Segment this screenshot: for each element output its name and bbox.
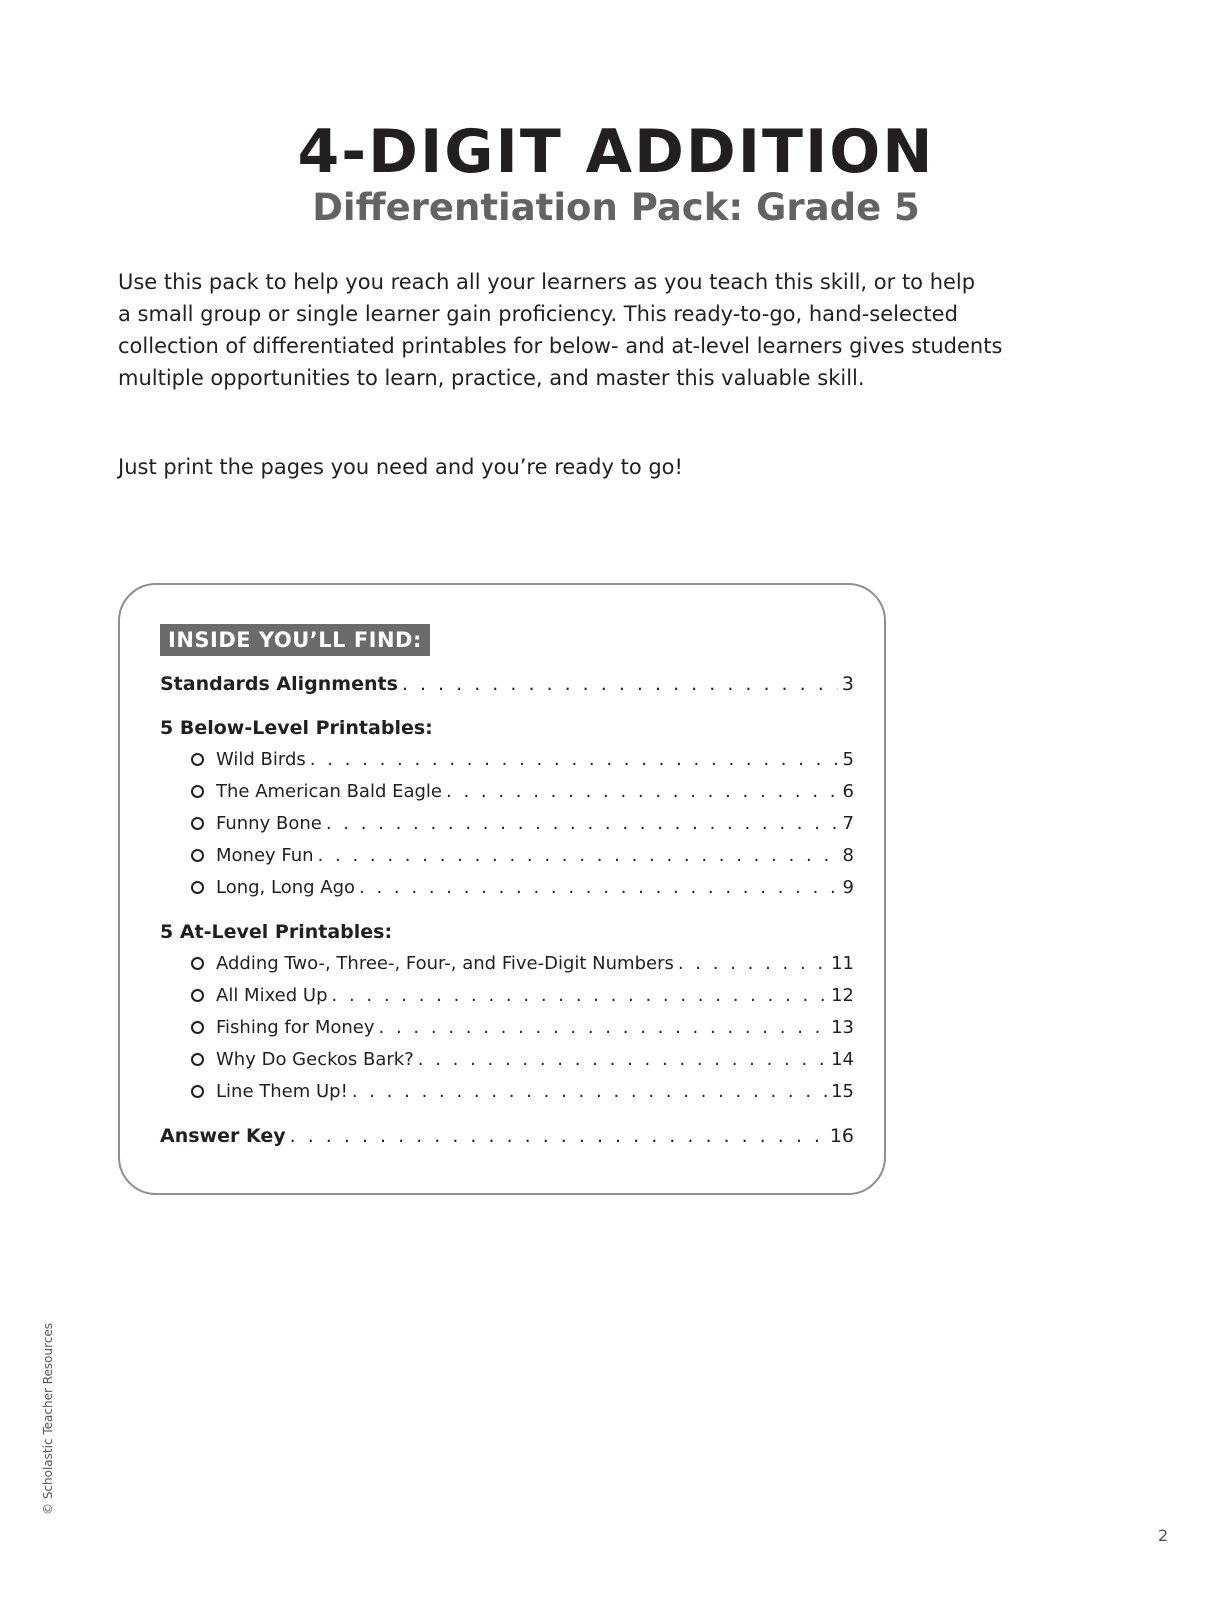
intro-line: a small group or single learner gain proficiency. This ready-to-go, hand-selected — [118, 302, 958, 326]
circle-bullet-icon — [191, 753, 204, 766]
toc-entry — [216, 809, 854, 839]
toc-entry-label: Adding Two-, Three-, Four-, and Five-Digit Numbers — [216, 953, 674, 974]
toc-entry-standards — [160, 669, 854, 699]
toc-entry-label: Wild Birds — [216, 749, 306, 770]
toc-entry — [216, 1077, 854, 1107]
copyright-notice: © Scholastic Teacher Resources — [41, 1322, 55, 1515]
dot-leader — [352, 1077, 827, 1107]
toc-entry — [216, 777, 854, 807]
toc-entry-page: 8 — [842, 845, 854, 866]
dot-leader — [332, 981, 828, 1011]
dot-leader — [359, 873, 839, 903]
toc-entry — [216, 841, 854, 871]
ready-to-go-text: Just print the pages you need and you’re ready to go! — [118, 455, 683, 479]
contents-heading: INSIDE YOU’LL FIND: — [160, 624, 430, 656]
toc-entry-label: Money Fun — [216, 845, 314, 866]
toc-entry-label: Answer Key — [160, 1125, 286, 1147]
toc-entry — [216, 745, 854, 775]
toc-entry-page: 6 — [842, 781, 854, 802]
circle-bullet-icon — [191, 1085, 204, 1098]
toc-entry — [216, 1045, 854, 1075]
dot-leader — [678, 949, 827, 979]
dot-leader — [446, 777, 839, 807]
toc-entry-label: The American Bald Eagle — [216, 781, 443, 802]
toc-entry-answer-key — [160, 1121, 854, 1151]
toc-entry-label: Line Them Up! — [216, 1081, 348, 1102]
toc-entry-label: Standards Alignments — [160, 673, 398, 695]
page-title: 4-DIGIT ADDITION — [297, 117, 935, 187]
dot-leader — [418, 1045, 827, 1075]
circle-bullet-icon — [191, 849, 204, 862]
toc-entry-label: Why Do Geckos Bark? — [216, 1049, 414, 1070]
toc-entry-page: 9 — [842, 877, 854, 898]
circle-bullet-icon — [191, 817, 204, 830]
intro-paragraph — [118, 266, 1118, 394]
toc-entry — [216, 873, 854, 903]
section-heading-at-level: 5 At-Level Printables: — [160, 921, 393, 943]
toc-entry — [216, 981, 854, 1011]
toc-entry — [216, 1013, 854, 1043]
circle-bullet-icon — [191, 1053, 204, 1066]
toc-entry-page: 3 — [841, 673, 854, 695]
toc-entry-label: All Mixed Up — [216, 985, 328, 1006]
section-heading-below-level: 5 Below-Level Printables: — [160, 717, 433, 739]
intro-line: multiple opportunities to learn, practice, and master this valuable skill. — [118, 366, 865, 390]
dot-leader — [310, 745, 839, 775]
dot-leader — [318, 841, 839, 871]
circle-bullet-icon — [191, 785, 204, 798]
page-number: 2 — [1158, 1526, 1169, 1545]
toc-entry — [216, 949, 854, 979]
dot-leader — [290, 1121, 826, 1151]
toc-entry-page: 14 — [831, 1049, 854, 1070]
toc-entry-page: 13 — [831, 1017, 854, 1038]
circle-bullet-icon — [191, 1021, 204, 1034]
circle-bullet-icon — [191, 989, 204, 1002]
toc-entry-page: 11 — [831, 953, 854, 974]
circle-bullet-icon — [191, 957, 204, 970]
toc-entry-page: 16 — [829, 1125, 854, 1147]
toc-entry-label: Funny Bone — [216, 813, 322, 834]
toc-entry-label: Long, Long Ago — [216, 877, 356, 898]
dot-leader — [402, 669, 838, 699]
dot-leader — [379, 1013, 828, 1043]
toc-entry-page: 12 — [831, 985, 854, 1006]
circle-bullet-icon — [191, 881, 204, 894]
dot-leader — [326, 809, 839, 839]
toc-entry-label: Fishing for Money — [216, 1017, 375, 1038]
toc-entry-page: 7 — [842, 813, 854, 834]
intro-line: collection of differentiated printables for below- and at-level learners gives students — [118, 334, 1003, 358]
toc-entry-page: 15 — [831, 1081, 854, 1102]
toc-entry-page: 5 — [842, 749, 854, 770]
page-subtitle: Differentiation Pack: Grade 5 — [312, 186, 920, 229]
intro-line: Use this pack to help you reach all your learners as you teach this skill, or to help — [118, 270, 976, 294]
